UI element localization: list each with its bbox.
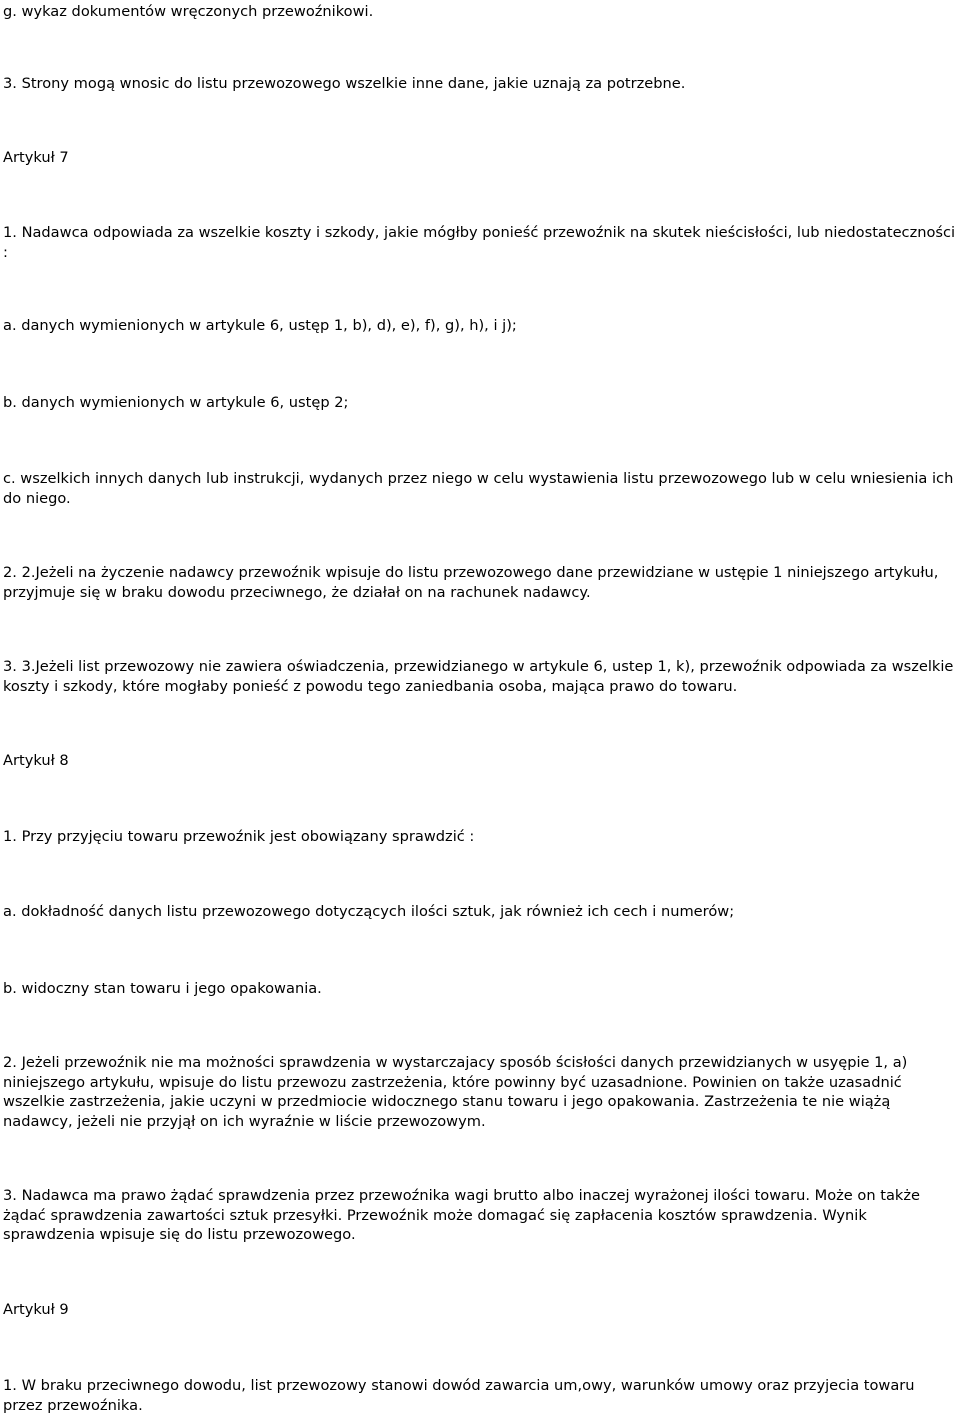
paragraph-article7-point3: 3. 3.Jeżeli list przewozowy nie zawiera oświadczenia, przewidzianego w artykule 6, ustep 1, k), przewoźnik odpowiada za wszelkie koszty i szkody, które mogłaby ponieść z powodu tego zaniedbania osoba, mająca prawo do towaru. xyxy=(3,658,954,695)
paragraph-article8-point2: 2. Jeżeli przewoźnik nie ma możności sprawdzenia w wystarczajacy sposób ścisłości danych przewidzianych w usyępie 1, a) niniejszego artykułu, wpisuje do listu przewozu zastrzeżenia, które powinny być uzasadnione. Powinien on także uzasadnić wszelkie zastrzeżenia, jakie uczyni w przedmiocie widocznego stanu towaru i jego opakowania. Zastrzeżenia te nie wiążą nadawcy, jeżeli nie przyjął on ich wyraźnie w liście przewozowym. xyxy=(3,1054,908,1130)
paragraph-article7-item-a: a. danych wymienionych w artykule 6, ustęp 1, b), d), e), f), g), h), i j); xyxy=(3,317,517,334)
paragraph-article7-point1: 1. Nadawca odpowiada za wszelkie koszty i szkody, jakie mógłby ponieść przewoźnik na skutek nieścisłości, lub niedostateczności : xyxy=(3,224,956,261)
paragraph-article8-item-b: b. widoczny stan towaru i jego opakowania. xyxy=(3,980,322,997)
paragraph-article7-point2: 2. 2.Jeżeli na życzenie nadawcy przewoźnik wpisuje do listu przewozowego dane przewidziane w ustępie 1 niniejszego artykułu, przyjmuje się w braku dowodu przeciwnego, że działał on na rachunek nadawcy. xyxy=(3,564,939,601)
heading-article-7: Artykuł 7 xyxy=(3,149,69,166)
heading-article-8: Artykuł 8 xyxy=(3,752,69,769)
paragraph-item-g: g. wykaz dokumentów wręczonych przewoźnikowi. xyxy=(3,3,374,20)
paragraph-article8-point1: 1. Przy przyjęciu towaru przewoźnik jest obowiązany sprawdzić : xyxy=(3,828,475,845)
paragraph-article8-point3: 3. Nadawca ma prawo żądać sprawdzenia przez przewoźnika wagi brutto albo inaczej wyrażonej ilości towaru. Może on także żądać sprawdzenia zawartości sztuk przesyłki. Przewoźnik może domagać się zapłacenia kosztów sprawdzenia. Wynik sprawdzenia wpisuje się do listu przewozowego. xyxy=(3,1187,920,1243)
paragraph-article7-item-b: b. danych wymienionych w artykule 6, ustęp 2; xyxy=(3,394,349,411)
paragraph-article7-item-c: c. wszelkich innych danych lub instrukcji, wydanych przez niego w celu wystawienia listu przewozowego lub w celu wniesienia ich do niego. xyxy=(3,470,954,507)
paragraph-article9-point1: 1. W braku przeciwnego dowodu, list przewozowy stanowi dowód zawarcia um,owy, warunków umowy oraz przyjecia towaru przez przewoźnika. xyxy=(3,1377,915,1414)
paragraph-article8-item-a: a. dokładność danych listu przewozowego dotyczących ilości sztuk, jak również ich cech i numerów; xyxy=(3,903,735,920)
paragraph-article6-point3: 3. Strony mogą wnosic do listu przewozowego wszelkie inne dane, jakie uznają za potrzebne. xyxy=(3,75,686,92)
heading-article-9: Artykuł 9 xyxy=(3,1301,69,1318)
